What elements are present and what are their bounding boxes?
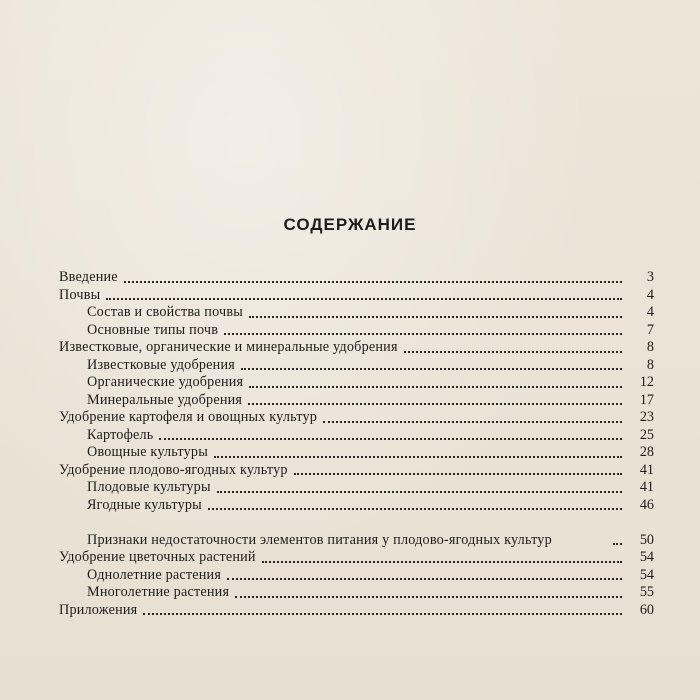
toc-entry-label: Удобрение плодово-ягодных культур bbox=[59, 461, 288, 478]
toc-entry bbox=[59, 339, 654, 357]
toc-entry-page: 8 bbox=[646, 339, 654, 355]
toc-entry-page: 28 bbox=[639, 444, 654, 460]
dot-leader bbox=[159, 438, 622, 440]
toc-subentry bbox=[59, 444, 654, 462]
toc-subentry bbox=[59, 357, 654, 375]
toc-entry-label: Почвы bbox=[59, 286, 101, 303]
toc-entry-label: Органические удобрения bbox=[87, 374, 244, 390]
toc-entry-page: 25 bbox=[639, 426, 654, 443]
toc-entry-label: Картофель bbox=[87, 426, 154, 443]
toc-entry-page: 50 bbox=[639, 531, 654, 548]
toc-entry-label: Состав и свойства почвы bbox=[87, 304, 243, 320]
toc-entry bbox=[59, 462, 654, 480]
toc-subentry bbox=[59, 322, 654, 340]
toc-entry-label: Однолетние растения bbox=[87, 566, 222, 583]
toc-entry-page: 60 bbox=[639, 601, 654, 618]
dot-leader bbox=[227, 578, 622, 580]
toc-entry-page: 7 bbox=[646, 321, 654, 338]
toc-entry-label: Многолетние растения bbox=[87, 584, 230, 600]
dot-leader bbox=[106, 298, 622, 300]
toc-entry-label: Плодовые культуры bbox=[87, 479, 211, 495]
toc-entry-page: 46 bbox=[639, 496, 654, 513]
toc-entry-page: 8 bbox=[646, 356, 654, 373]
dot-leader bbox=[248, 403, 622, 405]
toc-entry-label: Известковые, органические и минеральные удобрения bbox=[59, 339, 398, 355]
toc-subentry bbox=[59, 567, 654, 585]
toc-entry-page: 54 bbox=[639, 566, 654, 583]
toc-entry-label: Основные типы почв bbox=[87, 321, 219, 338]
toc-entry bbox=[59, 269, 654, 287]
toc-subentry bbox=[59, 479, 654, 497]
toc-subentry bbox=[59, 374, 654, 392]
toc-entry bbox=[59, 549, 654, 567]
dot-leader bbox=[613, 543, 622, 545]
toc-entry-page: 4 bbox=[646, 304, 654, 320]
dot-leader bbox=[323, 421, 622, 423]
dot-leader bbox=[262, 561, 622, 563]
toc-entry-page: 3 bbox=[646, 269, 654, 285]
toc-entry-label: Приложения bbox=[59, 601, 138, 618]
toc-entry-page: 17 bbox=[639, 391, 654, 408]
table-of-contents bbox=[59, 269, 654, 619]
toc-entry-page: 12 bbox=[639, 374, 654, 390]
dot-leader bbox=[235, 596, 622, 598]
toc-entry-page: 41 bbox=[639, 461, 654, 478]
toc-entry-page: 23 bbox=[639, 409, 654, 425]
dot-leader bbox=[214, 456, 622, 458]
toc-entry bbox=[59, 409, 654, 427]
toc-entry-label: Известковые удобрения bbox=[87, 356, 235, 373]
toc-entry-page: 54 bbox=[639, 549, 654, 565]
dot-leader bbox=[404, 351, 622, 353]
toc-entry bbox=[59, 602, 654, 620]
dot-leader bbox=[241, 368, 622, 370]
toc-entry-label: Удобрение цветочных растений bbox=[59, 549, 256, 565]
page-title: СОДЕРЖАНИЕ bbox=[283, 215, 417, 234]
toc-entry-page: 4 bbox=[646, 286, 654, 303]
dot-leader bbox=[224, 333, 622, 335]
toc-subentry bbox=[59, 427, 654, 445]
toc-subentry bbox=[59, 497, 654, 515]
toc-entry-label: Минеральные удобрения bbox=[87, 391, 243, 408]
dot-leader bbox=[143, 613, 622, 615]
dot-leader bbox=[249, 316, 622, 318]
toc-entry-label: Овощные культуры bbox=[87, 444, 208, 460]
toc-entry-page: 55 bbox=[639, 584, 654, 600]
dot-leader bbox=[208, 508, 622, 510]
toc-entry-label: Удобрение картофеля и овощных культур bbox=[59, 409, 318, 425]
dot-leader bbox=[249, 386, 622, 388]
toc-entry-label: Ягодные культуры bbox=[87, 496, 202, 513]
dot-leader bbox=[217, 491, 622, 493]
toc-entry-label: Введение bbox=[59, 269, 118, 285]
toc-entry-label: Признаки недостаточности элементов питания у плодово-ягодных культур bbox=[87, 532, 552, 548]
toc-subentry bbox=[59, 392, 654, 410]
dot-leader bbox=[124, 281, 622, 283]
toc-subentry bbox=[59, 304, 654, 322]
toc-subentry bbox=[59, 584, 654, 602]
toc-entry bbox=[59, 287, 654, 305]
toc-subentry bbox=[59, 514, 654, 549]
toc-entry-page: 41 bbox=[639, 479, 654, 495]
dot-leader bbox=[294, 473, 622, 475]
